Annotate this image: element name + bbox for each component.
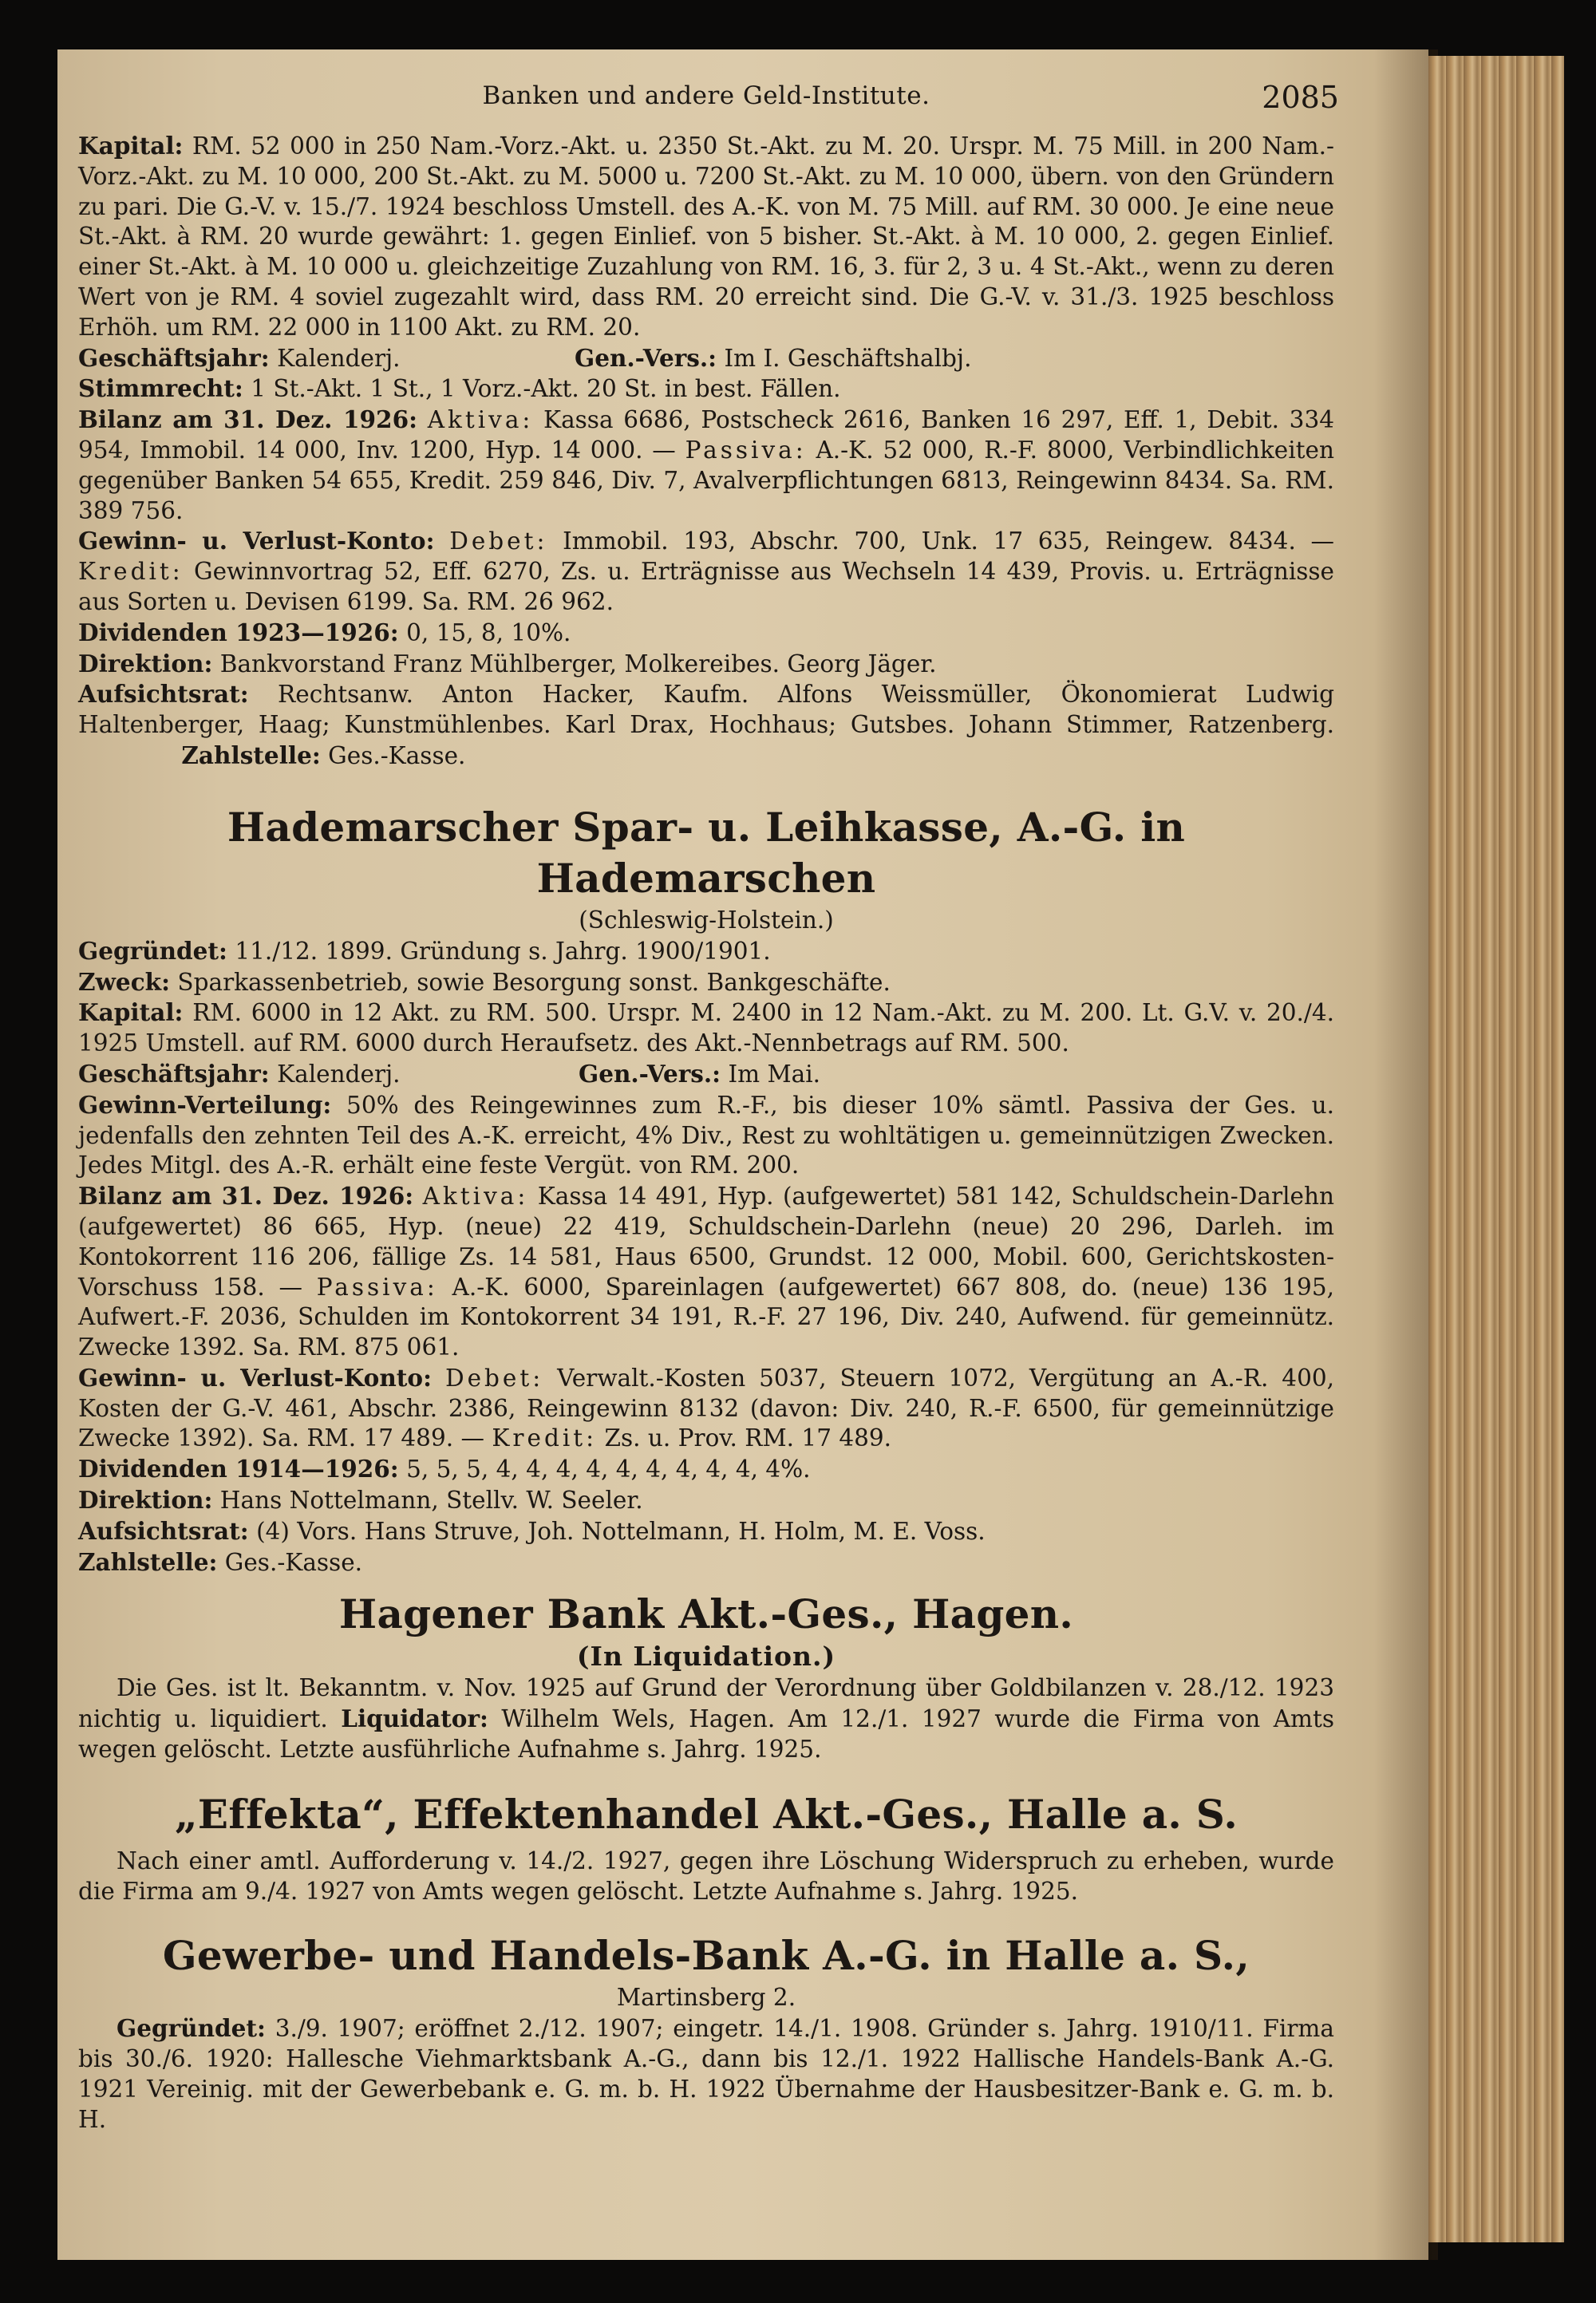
entry5-subtitle: Martinsberg 2. (616, 1984, 796, 2012)
text: Im Mai. (728, 1060, 821, 1088)
text: A.-K. 6000, Spareinlagen (aufgewertet) 667 808, do. (neue) 136 195, Aufwert.-F. 2036, Schulden im Kontokorrent 34 191, R.-F. 27 196, Div. 240, Aufwend. für gemeinnütz. Zwecke 1392. Sa. RM. 875 061. (78, 1273, 1334, 1361)
entry1-bilanz (78, 405, 1334, 526)
gv (575, 343, 1334, 374)
label: Zahlstelle: (78, 1547, 218, 1576)
text: 1 St.-Akt. 1 St., 1 Vorz.-Akt. 20 St. in best. Fällen. (251, 375, 841, 403)
label: Bilanz am 31. Dez. 1926: (78, 1182, 414, 1211)
entry4-text: Nach einer amtl. Aufforderung v. 14./2. 1927, gegen ihre Löschung Widerspruch zu erheben, wurde die Firma am 9./4. 1927 von Amts wegen gelöscht. Letzte Aufnahme s. Jahrg. 1925. (78, 1847, 1334, 1905)
text: Sparkassenbetrieb, sowie Besorgung sonst. Bankgeschäfte. (177, 968, 891, 996)
label: Geschäftsjahr: (78, 1059, 270, 1088)
entry5-gegruendet (78, 2013, 1334, 2135)
entry5-title: Gewerbe- und Handels-Bank A.-G. in Halle a. S., (162, 1932, 1250, 1980)
aktiva-label: Aktiva: (427, 406, 534, 434)
entry2-kapital (78, 997, 1334, 1059)
label: Dividenden 1914—1926: (78, 1455, 399, 1483)
text: Kassa 6686, Postscheck 2616, Banken 16 297, Eff. 1, Debit. 334 954, Immobil. 14 000, Inv. 1200, Hyp. 14 000. — (78, 406, 1334, 464)
entry1-guv (78, 526, 1334, 617)
kredit-label: Kredit: (78, 558, 184, 586)
entry1-aufsichtsrat (78, 679, 1334, 771)
entry3-text (78, 1673, 1334, 1764)
entry2-gj-gv (78, 1059, 1334, 1090)
text: Rechtsanw. Anton Hacker, Kaufm. Alfons Weissmüller, Ökonomierat Ludwig Haltenberger, Haag; Kunstmühlenbes. Karl Drax, Hochhaus; Gutsbes. Johann Stimmer, Ratzenberg. (78, 681, 1334, 739)
kredit-label: Kredit: (492, 1424, 598, 1452)
running-title: Banken und andere Geld-Institute. (482, 81, 930, 110)
passiva-label: Passiva: (685, 436, 807, 464)
entry2-title: Hademarscher Spar- u. Leihkasse, A.-G. in Hademarschen (227, 803, 1186, 902)
aktiva-label: Aktiva: (422, 1183, 529, 1211)
gv (579, 1059, 1334, 1090)
text: Wilhelm Wels, Hagen. Am 12./1. 1927 wurde die Firma von Amts wegen gelöscht. Letzte ausführliche Aufnahme s. Jahrg. 1925. (78, 1705, 1334, 1764)
text: Bankvorstand Franz Mühlberger, Molkereibes. Georg Jäger. (219, 650, 937, 677)
page-content (78, 80, 1339, 2135)
text: Verwalt.-Kosten 5037, Steuern 1072, Vergütung an A.-R. 400, Kosten der G.-V. 461, Abschr. 2386, Reingewinn 8132 (davon: Div. 240, R.-F. 6500, für gemeinnützige Zwecke 1392). Sa. RM. 17 489. — (78, 1364, 1334, 1452)
zahlstelle-label: Zahlstelle: (181, 741, 321, 769)
passiva-label: Passiva: (316, 1273, 438, 1301)
label: Aufsichtsrat: (78, 680, 249, 709)
label: Kapital: (78, 132, 184, 160)
text: Kalenderj. (277, 344, 401, 372)
debet-label: Debet: (449, 527, 548, 555)
entry3-title: Hagener Bank Akt.-Ges., Hagen. (338, 1590, 1074, 1638)
entry1-gj-gv (78, 343, 1334, 374)
text: Gewinnvortrag 52, Eff. 6270, Zs. u. Erträgnisse aus Wechseln 14 439, Provis. u. Erträgnisse aus Sorten u. Devisen 6199. Sa. RM. 26 962. (78, 558, 1334, 615)
entry2-gegruendet (78, 936, 1334, 967)
entry2-direktion (78, 1485, 1334, 1516)
entry1-kapital (78, 131, 1334, 343)
text: A.-K. 52 000, R.-F. 8000, Verbindlichkeiten gegenüber Banken 54 655, Kredit. 259 846, Div. 7, Avalverpflichtungen 6813, Reingewinn 8434. Sa. RM. 389 756. (78, 436, 1334, 524)
label: Geschäftsjahr: (78, 343, 270, 372)
text: (4) Vors. Hans Struve, Joh. Nottelmann, H. Holm, M. E. Voss. (256, 1517, 986, 1545)
entry1-direktion (78, 649, 1334, 680)
text: Die Ges. ist lt. Bekanntm. v. Nov. 1925 auf Grund der Verordnung über Goldbilanzen v. 28./12. 1923 nichtig u. liquidiert. (78, 1674, 1334, 1733)
debet-label: Debet: (444, 1364, 544, 1392)
text: RM. 6000 in 12 Akt. zu RM. 500. Urspr. M. 2400 in 12 Nam.-Akt. zu M. 200. Lt. G.V. v. 20./4. 1925 Umstell. auf RM. 6000 durch Heraufsetz. des Akt.-Nennbetrags auf RM. 500. (78, 999, 1334, 1057)
running-header (78, 80, 1339, 131)
text: Im I. Geschäftshalbj. (724, 344, 972, 372)
text: Zs. u. Prov. RM. 17 489. (604, 1424, 892, 1452)
label: Stimmrecht: (78, 374, 243, 403)
text: RM. 52 000 in 250 Nam.-Vorz.-Akt. u. 2350 St.-Akt. zu M. 20. Urspr. M. 75 Mill. in 200 Nam.-Vorz.-Akt. zu M. 10 000, 200 St.-Akt. zu M. 5000 u. 7200 St.-Akt. zu M. 10 000, übern. von den Gründern zu pari. Die G.-V. v. 15./7. 1924 beschloss Umstell. des A.-K. von M. 75 Mill. auf RM. 30 000. Je eine neue St.-Akt. à RM. 20 wurde gewährt: 1. gegen Einlief. von 5 bisher. St.-Akt. à M. 10 000, 2. gegen Einlief. einer St.-Akt. à M. 10 000 u. gleichzeitige Zuzahlung von RM. 16, 3. für 2, 3 u. 4 St.-Akt., wenn zu deren Wert von je RM. 4 soviel zugezahlt wird, dass RM. 20 erreicht sind. Die G.-V. v. 31./3. 1925 beschloss Erhöh. um RM. 22 000 in 1100 Akt. zu RM. 20. (78, 132, 1334, 341)
entry2-guv (78, 1363, 1334, 1454)
text: Immobil. 193, Abschr. 700, Unk. 17 635, Reingew. 8434. — (563, 527, 1334, 555)
entry1-stimmrecht (78, 373, 1334, 405)
text: Kalenderj. (277, 1060, 401, 1088)
text: 5, 5, 5, 4, 4, 4, 4, 4, 4, 4, 4, 4, 4%. (406, 1456, 811, 1483)
label: Dividenden 1923—1926: (78, 618, 399, 646)
label: Direktion: (78, 649, 213, 677)
label: Gewinn- u. Verlust-Konto: (78, 1363, 432, 1392)
label: Gegründet: (117, 2014, 266, 2043)
text: 0, 15, 8, 10%. (406, 618, 571, 646)
text: Hans Nottelmann, Stellv. W. Seeler. (219, 1487, 643, 1515)
label: Zweck: (78, 967, 170, 996)
label: Kapital: (78, 998, 184, 1027)
page-number: 2085 (1262, 80, 1339, 115)
label: Gen.-Vers.: (579, 1059, 721, 1088)
entry4-title: „Effekta“, Effektenhandel Akt.-Ges., Halle a. S. (174, 1790, 1238, 1838)
zahlstelle-text: Ges.-Kasse. (328, 741, 466, 769)
label: Direktion: (78, 1486, 213, 1515)
label: Gewinn-Verteilung: (78, 1090, 332, 1119)
entry2-zahlstelle (78, 1547, 1334, 1578)
label: Aufsichtsrat: (78, 1516, 249, 1545)
text: 11./12. 1899. Gründung s. Jahrg. 1900/1901. (235, 937, 771, 965)
page-stack-edge (1428, 56, 1564, 2242)
label: Gen.-Vers.: (575, 343, 717, 372)
label: Gegründet: (78, 936, 227, 965)
entry2-gewinnverteilung (78, 1090, 1334, 1181)
text: 3./9. 1907; eröffnet 2./12. 1907; eingetr. 14./1. 1908. Gründer s. Jahrg. 1910/11. Firma bis 30./6. 1920: Hallesche Viehmarktsbank A.-G., dann bis 12./1. 1922 Hallische Handels-Bank A.-G. 1921 Vereinig. mit der Gewerbebank e. G. m. b. H. 1922 Übernahme der Hausbesitzer-Bank e. G. m. b. H. (78, 2015, 1334, 2133)
text: 50% des Reingewinnes zum R.-F., bis dieser 10% sämtl. Passiva der Ges. u. jedenfalls den zehnten Teil des A.-K. erreicht, 4% Div., Rest zu wohltätigen u. gemeinnützigen Zwecken. Jedes Mitgl. des A.-R. erhält eine feste Vergüt. von RM. 200. (78, 1091, 1334, 1179)
entry3-subtitle: (In Liquidation.) (576, 1641, 836, 1673)
entry2-subtitle: (Schleswig-Holstein.) (579, 906, 834, 934)
entry2-zweck (78, 967, 1334, 998)
entry2-bilanz (78, 1181, 1334, 1363)
text: Kassa 14 491, Hyp. (aufgewertet) 581 142, Schuldschein-Darlehn (aufgewertet) 86 665, Hyp. (neue) 22 419, Schuldschein-Darlehn (neue) 20 296, Darleh. im Kontokorrent 116 206, fällige Zs. 14 581, Haus 6500, Grundst. 12 000, Mobil. 600, Gerichtskosten-Vorschuss 158. — (78, 1183, 1334, 1301)
entry2-dividenden (78, 1454, 1334, 1485)
label: Gewinn- u. Verlust-Konto: (78, 527, 435, 555)
entry2-aufsichtsrat (78, 1516, 1334, 1547)
liquidator-label: Liquidator: (341, 1705, 488, 1733)
entry1-dividenden (78, 618, 1334, 649)
label: Bilanz am 31. Dez. 1926: (78, 405, 417, 434)
page-text-area (57, 49, 1428, 2260)
text: Ges.-Kasse. (224, 1548, 363, 1576)
